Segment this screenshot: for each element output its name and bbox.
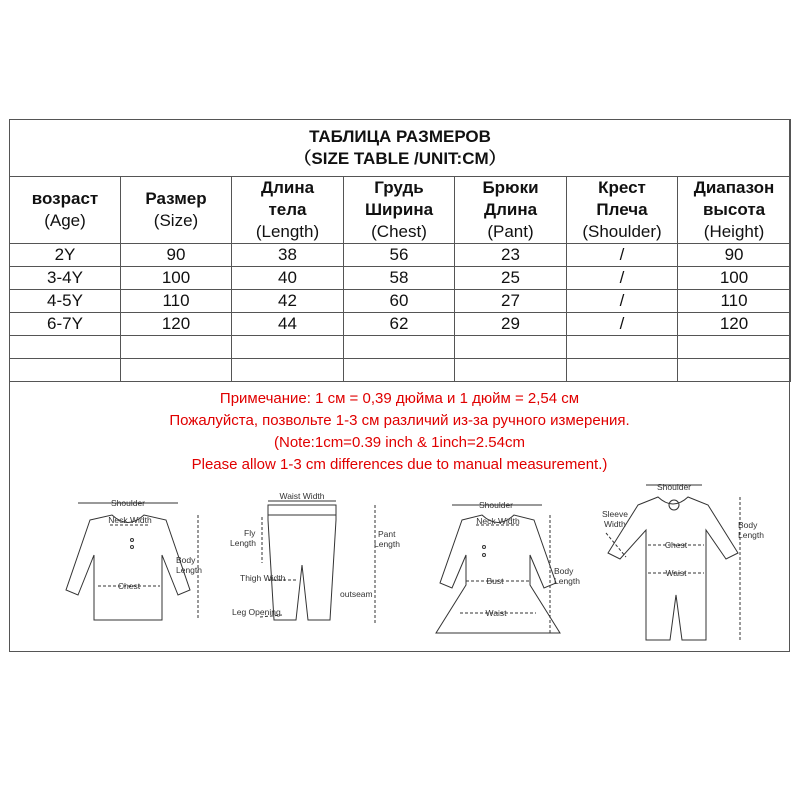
note-line-4: Please allow 1-3 cm differences due to manual measurement.) bbox=[191, 456, 608, 473]
column-header-label: Плеча bbox=[596, 200, 648, 219]
romper-shoulder-label: Shoulder bbox=[656, 482, 692, 492]
empty-cell bbox=[455, 359, 567, 382]
pants-diagram bbox=[220, 475, 400, 651]
dress-shoulder-label: Shoulder bbox=[478, 500, 514, 510]
table-cell: 25 bbox=[455, 267, 567, 290]
shirt-chest-label: Chest bbox=[117, 581, 141, 591]
table-cell: 38 bbox=[232, 244, 344, 267]
pants-outseam-label: outseam bbox=[340, 589, 373, 599]
column-header-label: Диапазон bbox=[693, 178, 775, 197]
column-header-label: Брюки bbox=[482, 178, 539, 197]
romper-diagram bbox=[590, 475, 780, 651]
empty-cell bbox=[10, 336, 121, 359]
dress-body-label: Body bbox=[554, 566, 574, 576]
column-header-label: Длина bbox=[483, 200, 538, 219]
shirt-shoulder-label: Shoulder bbox=[110, 498, 146, 508]
table-cell: 120 bbox=[121, 313, 232, 336]
note-line-2: Пожалуйста, позвольте 1-3 см различий из-за ручного измерения. bbox=[169, 412, 630, 429]
column-header-sublabel: (Shoulder) bbox=[582, 222, 662, 241]
column-header-sublabel: (Length) bbox=[255, 222, 320, 241]
table-cell: 6-7Y bbox=[10, 313, 121, 336]
note-line-3: (Note:1cm=0.39 inch & 1inch=2.54cm bbox=[274, 434, 525, 451]
empty-cell bbox=[678, 359, 791, 382]
empty-cell bbox=[344, 336, 455, 359]
table-cell: 100 bbox=[678, 267, 791, 290]
column-header bbox=[10, 177, 121, 244]
column-header-sublabel: (Size) bbox=[153, 211, 199, 230]
column-header-sublabel: (Chest) bbox=[371, 222, 427, 241]
table-cell: 58 bbox=[344, 267, 455, 290]
table-cell: 90 bbox=[121, 244, 232, 267]
shirt-outline bbox=[66, 515, 190, 620]
table-title: ТАБЛИЦА РАЗМЕРОВ bbox=[309, 127, 491, 146]
pants-thigh-label: Thigh Width bbox=[240, 573, 286, 583]
table-cell: / bbox=[567, 244, 678, 267]
column-header-label: возраст bbox=[31, 189, 99, 208]
column-header-sublabel: (Age) bbox=[44, 211, 86, 230]
column-header bbox=[344, 177, 455, 244]
empty-cell bbox=[678, 336, 791, 359]
column-header-label: Длина bbox=[260, 178, 315, 197]
pants-fly-label: Fly bbox=[244, 528, 256, 538]
size-table bbox=[9, 119, 791, 382]
pants-pant-length-label: Length bbox=[374, 539, 400, 549]
table-row bbox=[10, 267, 791, 290]
table-cell: 110 bbox=[678, 290, 791, 313]
empty-cell bbox=[344, 359, 455, 382]
shirt-diagram bbox=[50, 475, 220, 651]
romper-sleeve-label: Sleeve bbox=[602, 509, 628, 519]
column-header-label: Грудь bbox=[374, 178, 424, 197]
column-header-label: тела bbox=[268, 200, 307, 219]
table-cell: 42 bbox=[232, 290, 344, 313]
table-row bbox=[10, 244, 791, 267]
header-row bbox=[10, 177, 791, 244]
dress-button bbox=[483, 546, 486, 549]
romper-length-label: Length bbox=[738, 530, 764, 540]
empty-cell bbox=[121, 359, 232, 382]
dress-neck-label: Neck Width bbox=[476, 516, 520, 526]
table-cell: 23 bbox=[455, 244, 567, 267]
pants-fly-length-label: Length bbox=[230, 538, 256, 548]
empty-row bbox=[10, 359, 791, 382]
table-cell: 56 bbox=[344, 244, 455, 267]
empty-cell bbox=[455, 336, 567, 359]
note-line-1: Примечание: 1 см = 0,39 дюйма и 1 дюйм = 2,54 см bbox=[219, 390, 580, 407]
empty-row bbox=[10, 336, 791, 359]
table-cell: / bbox=[567, 313, 678, 336]
romper-chest-label: Chest bbox=[664, 540, 688, 550]
table-subtitle: （SIZE TABLE /UNIT:CM） bbox=[294, 149, 506, 168]
shirt-button bbox=[131, 546, 134, 549]
table-cell: 2Y bbox=[10, 244, 121, 267]
pants-leg-opening-label: Leg Opening bbox=[232, 607, 281, 617]
table-title-cell bbox=[10, 120, 791, 177]
shirt-length-label: Length bbox=[176, 565, 202, 575]
column-header-label: Крест bbox=[598, 178, 646, 197]
table-cell: 4-5Y bbox=[10, 290, 121, 313]
empty-cell bbox=[10, 359, 121, 382]
measurement-diagrams bbox=[10, 475, 789, 651]
romper-width-label: Width bbox=[604, 519, 626, 529]
column-header bbox=[455, 177, 567, 244]
column-header bbox=[678, 177, 791, 244]
dress-diagram bbox=[410, 475, 590, 651]
column-header-label: Размер bbox=[145, 189, 207, 208]
empty-cell bbox=[567, 336, 678, 359]
table-cell: 44 bbox=[232, 313, 344, 336]
empty-cell bbox=[232, 359, 344, 382]
dress-button bbox=[483, 554, 486, 557]
romper-collar bbox=[669, 500, 679, 510]
dress-waist-label: Waist bbox=[485, 608, 507, 618]
shirt-button bbox=[131, 539, 134, 542]
column-header-sublabel: (Height) bbox=[703, 222, 765, 241]
shirt-body-label: Body bbox=[176, 555, 196, 565]
table-cell: 60 bbox=[344, 290, 455, 313]
table-cell: 110 bbox=[121, 290, 232, 313]
table-cell: 3-4Y bbox=[10, 267, 121, 290]
pants-pant-label: Pant bbox=[378, 529, 396, 539]
measurement-notes bbox=[10, 388, 789, 476]
table-cell: / bbox=[567, 290, 678, 313]
dress-length-label: Length bbox=[554, 576, 580, 586]
dress-bust-label: Bust bbox=[486, 576, 504, 586]
table-cell: 27 bbox=[455, 290, 567, 313]
shirt-neck-label: Neck Width bbox=[108, 515, 152, 525]
table-cell: 120 bbox=[678, 313, 791, 336]
table-cell: 40 bbox=[232, 267, 344, 290]
empty-cell bbox=[567, 359, 678, 382]
romper-body-label: Body bbox=[738, 520, 758, 530]
column-header bbox=[121, 177, 232, 244]
table-cell: 90 bbox=[678, 244, 791, 267]
table-row bbox=[10, 290, 791, 313]
column-header bbox=[567, 177, 678, 244]
table-cell: / bbox=[567, 267, 678, 290]
pants-waist-label: Waist Width bbox=[279, 491, 325, 501]
table-cell: 62 bbox=[344, 313, 455, 336]
column-header-label: Ширина bbox=[364, 200, 434, 219]
empty-cell bbox=[121, 336, 232, 359]
pants-outline bbox=[268, 505, 336, 620]
romper-waist-label: Waist bbox=[665, 568, 687, 578]
column-header-label: высота bbox=[702, 200, 766, 219]
table-row bbox=[10, 313, 791, 336]
empty-cell bbox=[232, 336, 344, 359]
column-header bbox=[232, 177, 344, 244]
table-cell: 29 bbox=[455, 313, 567, 336]
column-header-sublabel: (Pant) bbox=[487, 222, 534, 241]
table-cell: 100 bbox=[121, 267, 232, 290]
